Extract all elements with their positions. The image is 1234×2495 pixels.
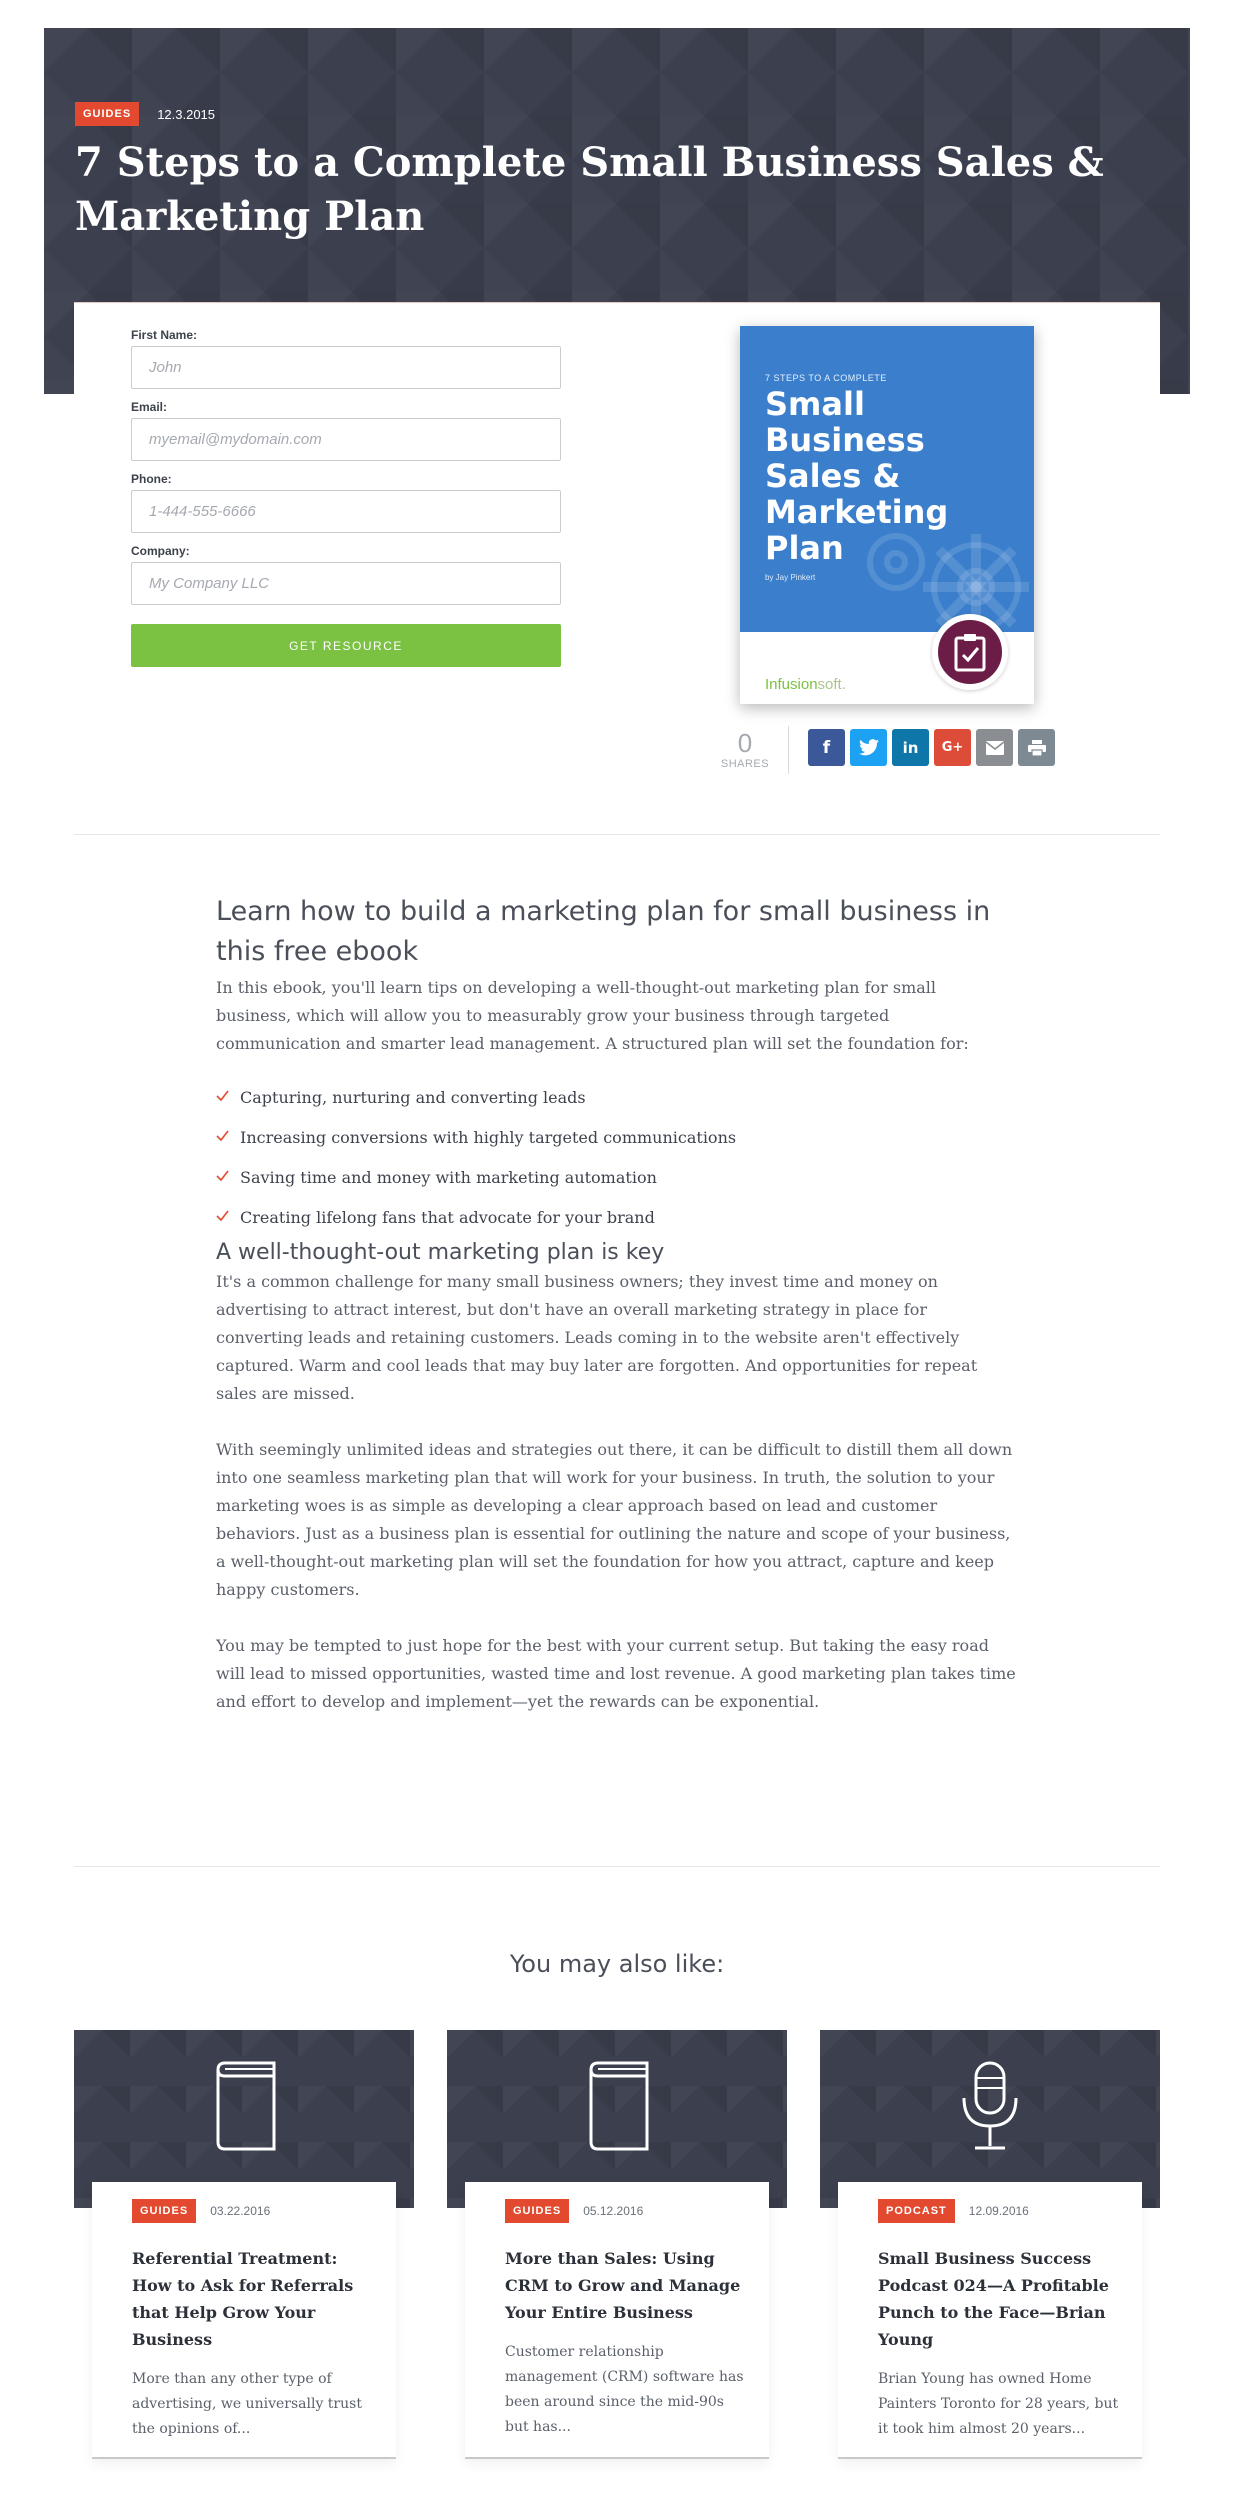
printer-icon (1028, 740, 1046, 756)
category-badge[interactable]: GUIDES (75, 102, 139, 126)
related-card[interactable] (92, 2182, 396, 2458)
publish-date: 12.3.2015 (157, 106, 216, 122)
category-badge[interactable]: PODCAST (878, 2199, 955, 2223)
publisher-logo: Infusionsoft. (765, 676, 846, 693)
related-card[interactable] (465, 2182, 769, 2458)
get-resource-button[interactable]: GET RESOURCE (131, 624, 561, 667)
twitter-share-button[interactable] (850, 729, 887, 766)
card-underline (838, 2457, 1142, 2459)
ebook-supertitle: 7 STEPS TO A COMPLETE (765, 373, 887, 383)
article-paragraph: It's a common challenge for many small business owners; they invest time and money on advertising to attract interest, but don't have an overall marketing strategy in place for converting leads and retaining customers. Leads coming in to the website aren't effectively captured. Warm and cool leads that may buy later are forgotten. And opportunities for repeat sales are missed. (216, 1272, 978, 1403)
phone-label: Phone: (131, 472, 172, 486)
article-subheading: A well-thought-out marketing plan is key (216, 1240, 665, 1265)
ebook-title: Small Business Sales & Marketing Plan (765, 385, 949, 567)
list-item: Saving time and money with marketing automation (216, 1166, 1016, 1206)
google-plus-share-button[interactable] (934, 729, 971, 766)
article-intro: In this ebook, you'll learn tips on developing a well-thought-out marketing plan for small business, which will allow you to measurably grow your business through targeted communication and smarter lead management. A structured plan will set the foundation for: (216, 978, 969, 1053)
related-excerpt: Customer relationship management (CRM) software has been around since the mid-90s but has... (505, 2344, 744, 2435)
email-share-button[interactable] (976, 729, 1013, 766)
clipboard-check-icon (932, 614, 1008, 690)
benefit-list (216, 1086, 1016, 1246)
page-title: 7 Steps to a Complete Small Business Sales & Marketing Plan (75, 139, 1104, 240)
facebook-share-button[interactable] (808, 729, 845, 766)
article-paragraph: You may be tempted to just hope for the best with your current setup. But taking the easy road will lead to missed opportunities, wasted time and lost revenue. A good marketing plan takes time and effort to develop and implement—yet the rewards can be exponential. (216, 1636, 1016, 1711)
microphone-icon (959, 2060, 1021, 2152)
first-name-input[interactable] (131, 346, 561, 389)
related-title[interactable]: More than Sales: Using CRM to Grow and Manage Your Entire Business (505, 2249, 741, 2322)
share-counter (714, 730, 776, 770)
google-plus-icon: G+ (941, 740, 964, 755)
phone-input[interactable] (131, 490, 561, 533)
twitter-bird-icon (859, 739, 879, 756)
list-item: Creating lifelong fans that advocate for your brand (216, 1206, 1016, 1246)
hero-meta (75, 102, 215, 126)
checkmark-icon (216, 1170, 229, 1182)
related-title[interactable]: Small Business Success Podcast 024—A Profitable Punch to the Face—Brian Young (878, 2249, 1109, 2349)
share-count-label: SHARES (720, 758, 770, 770)
card-underline (92, 2457, 396, 2459)
book-icon (210, 2060, 278, 2152)
related-excerpt: Brian Young has owned Home Painters Toronto for 28 years, but it took him almost 20 years... (878, 2371, 1119, 2437)
article-paragraph: With seemingly unlimited ideas and strategies out there, it can be difficult to distill them all down into one seamless marketing plan that will work for your business. In truth, the solution to your marketing woes is as simple as developing a clear approach based on lead and customer behaviors. Just as a business plan is essential for outlining the nature and scope of your business, a well-thought-out marketing plan will set the foundation for how you attract, capture and keep happy customers. (216, 1440, 1013, 1599)
facebook-icon: f (822, 737, 831, 758)
checkmark-icon (216, 1090, 229, 1102)
category-badge[interactable]: GUIDES (505, 2199, 569, 2223)
first-name-label: First Name: (131, 328, 198, 342)
related-card[interactable] (838, 2182, 1142, 2458)
envelope-icon (986, 741, 1004, 755)
linkedin-share-button[interactable] (892, 729, 929, 766)
related-date: 05.12.2016 (583, 2204, 644, 2218)
ebook-author: by Jay Pinkert (765, 573, 816, 582)
book-icon (583, 2060, 651, 2152)
gears-icon (856, 492, 1034, 632)
company-input[interactable] (131, 562, 561, 605)
section-divider (74, 834, 1160, 835)
ebook-cover (740, 326, 1034, 704)
company-label: Company: (131, 544, 190, 558)
email-label: Email: (131, 400, 168, 414)
article-heading: Learn how to build a marketing plan for small business in this free ebook (216, 896, 991, 967)
list-item: Increasing conversions with highly targeted communications (216, 1126, 1016, 1166)
related-excerpt: More than any other type of advertising, we universally trust the opinions of... (132, 2371, 362, 2437)
email-input[interactable] (131, 418, 561, 461)
print-share-button[interactable] (1018, 729, 1055, 766)
share-buttons (808, 729, 1055, 766)
ebook-cover-art (740, 326, 1034, 632)
share-divider (788, 726, 789, 774)
checkmark-icon (216, 1130, 229, 1142)
share-count: 0 (737, 728, 753, 758)
section-divider (74, 1866, 1160, 1867)
card-underline (465, 2457, 769, 2459)
linkedin-icon: in (902, 738, 919, 757)
related-title[interactable]: Referential Treatment: How to Ask for Referrals that Help Grow Your Business (132, 2249, 354, 2349)
article-body (216, 892, 1016, 1716)
related-date: 12.09.2016 (968, 2204, 1029, 2218)
list-item: Capturing, nurturing and converting leads (216, 1086, 1016, 1126)
category-badge[interactable]: GUIDES (132, 2199, 196, 2223)
related-section-title: You may also like: (509, 1950, 725, 1978)
checkmark-icon (216, 1210, 229, 1222)
related-date: 03.22.2016 (210, 2204, 271, 2218)
